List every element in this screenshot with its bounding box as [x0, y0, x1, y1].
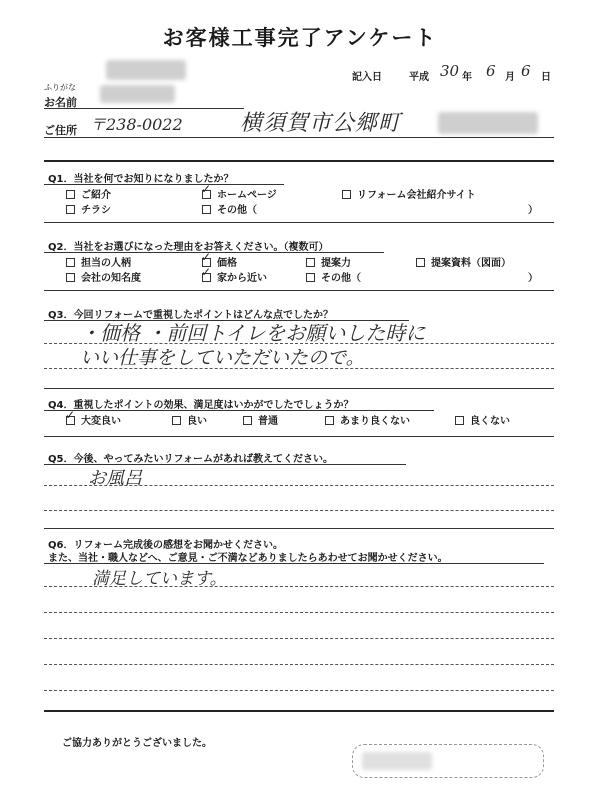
q1-separator [44, 222, 554, 223]
checkbox[interactable] [66, 205, 75, 214]
checkbox[interactable] [66, 190, 75, 199]
check-mark-icon: ✓ [65, 408, 76, 422]
checkbox[interactable] [416, 258, 425, 267]
q2-option-personality[interactable]: 担当の人柄 [66, 254, 131, 269]
checkbox[interactable] [172, 416, 181, 425]
q6-answer-line [44, 586, 554, 587]
footer-separator [44, 710, 554, 712]
name-label: お名前 [44, 96, 77, 109]
q6-answer-line [44, 612, 554, 613]
q1-option-portal-site[interactable]: リフォーム会社紹介サイト [342, 186, 476, 201]
checkbox[interactable] [325, 416, 334, 425]
q5-answer-line [44, 485, 554, 486]
q1-option-flyer[interactable]: チラシ [66, 201, 111, 216]
redacted-name [100, 85, 175, 103]
checkbox[interactable] [243, 416, 252, 425]
checkbox[interactable] [342, 190, 351, 199]
q1-label: Q1．当社を何でお知りになりましたか？ [48, 174, 234, 185]
q2-label: Q2．当社をお選びになった理由をお答えください。（複数可） [48, 242, 329, 253]
q1-option-other[interactable]: その他（ [202, 201, 257, 216]
q2-option-materials[interactable]: 提案資料（図面） [416, 254, 511, 269]
q2-option-other[interactable]: その他（ [306, 269, 361, 284]
q2-option-price[interactable]: 価格 [202, 254, 237, 269]
name-underline [44, 108, 244, 109]
header-separator [44, 160, 554, 162]
entry-day: 6 [521, 62, 531, 80]
day-unit: 日 [541, 72, 551, 83]
q2-option-proposal[interactable]: 提案力 [306, 254, 351, 269]
q2-option-near-home[interactable]: 家から近い [202, 269, 267, 284]
q4-option-not-good[interactable]: あまり良くない [325, 412, 410, 427]
q5-answer: お風呂 [88, 468, 142, 489]
q3-answer-line1: ・価格 ・前回トイレをお願いした時に [80, 321, 426, 345]
check-mark-icon: ✓ [201, 182, 212, 196]
form-title: お客様工事完了アンケート [162, 26, 438, 50]
year-unit: 年 [462, 72, 472, 83]
redacted-furigana [106, 60, 186, 80]
q4-option-average[interactable]: 普通 [243, 412, 278, 427]
furigana-label: ふりがな [44, 83, 76, 92]
q3-label: Q3．今回リフォームで重視したポイントはどんな点でしたか？ [48, 310, 333, 321]
postal-code: 〒238-0022 [90, 115, 183, 134]
q2-separator [44, 290, 554, 291]
check-mark-icon: ✓ [201, 250, 212, 264]
redacted-stamp [362, 752, 432, 770]
checkbox[interactable] [455, 416, 464, 425]
address-underline [44, 137, 554, 138]
q4-underline [44, 410, 434, 411]
address-city: 横須賀市公郷町 [240, 111, 402, 136]
q3-answer-line2: いい仕事をしていただいたので。 [80, 347, 365, 369]
q5-answer-line [44, 510, 554, 511]
q6-answer-line [44, 638, 554, 639]
q6-answer-line [44, 690, 554, 691]
month-unit: 月 [505, 72, 515, 83]
q6-answer: 満足しています。 [92, 569, 227, 589]
q2-other-close: ） [528, 273, 538, 284]
checkbox[interactable] [66, 258, 75, 267]
q4-option-very-good[interactable]: 大変良い [66, 412, 121, 427]
checkbox[interactable] [306, 258, 315, 267]
entry-month: 6 [486, 62, 496, 80]
q1-option-referral[interactable]: ご紹介 [66, 186, 111, 201]
q4-label: Q4．重視したポイントの効果、満足度はいかがでしたでしょうか？ [48, 400, 354, 411]
q4-option-bad[interactable]: 良くない [455, 412, 510, 427]
checkbox[interactable] [66, 273, 75, 282]
redacted-address [438, 112, 538, 134]
q6-answer-line [44, 664, 554, 665]
q2-underline [44, 252, 384, 253]
q6-label-line1: Q6．リフォーム完成後の感想をお聞かせください。 [48, 540, 283, 551]
q2-option-name-recognition[interactable]: 会社の知名度 [66, 269, 141, 284]
entry-year: 30 [440, 62, 460, 80]
checkbox[interactable] [306, 273, 315, 282]
q4-separator [44, 436, 554, 437]
q1-other-close: ） [528, 205, 538, 216]
q3-answer-line [44, 368, 554, 369]
footer-thanks: ご協力ありがとうございました。 [62, 738, 212, 749]
q1-option-homepage[interactable]: ホームページ [202, 186, 277, 201]
q3-separator [44, 388, 554, 389]
q5-label: Q5．今後、やってみたいリフォームがあれば教えてください。 [48, 454, 333, 465]
entry-date-label: 記入日 [352, 72, 382, 83]
check-mark-icon: ✓ [201, 265, 212, 279]
q5-separator [44, 528, 554, 529]
address-label: ご住所 [44, 124, 77, 137]
q6-label-line2: また、当社・職人などへ、ご意見・ご不満などありましたらあわせてお聞かせください。 [48, 553, 448, 564]
checkbox[interactable] [202, 205, 211, 214]
era-label: 平成 [409, 72, 429, 83]
q1-underline [44, 184, 284, 185]
q4-option-good[interactable]: 良い [172, 412, 207, 427]
